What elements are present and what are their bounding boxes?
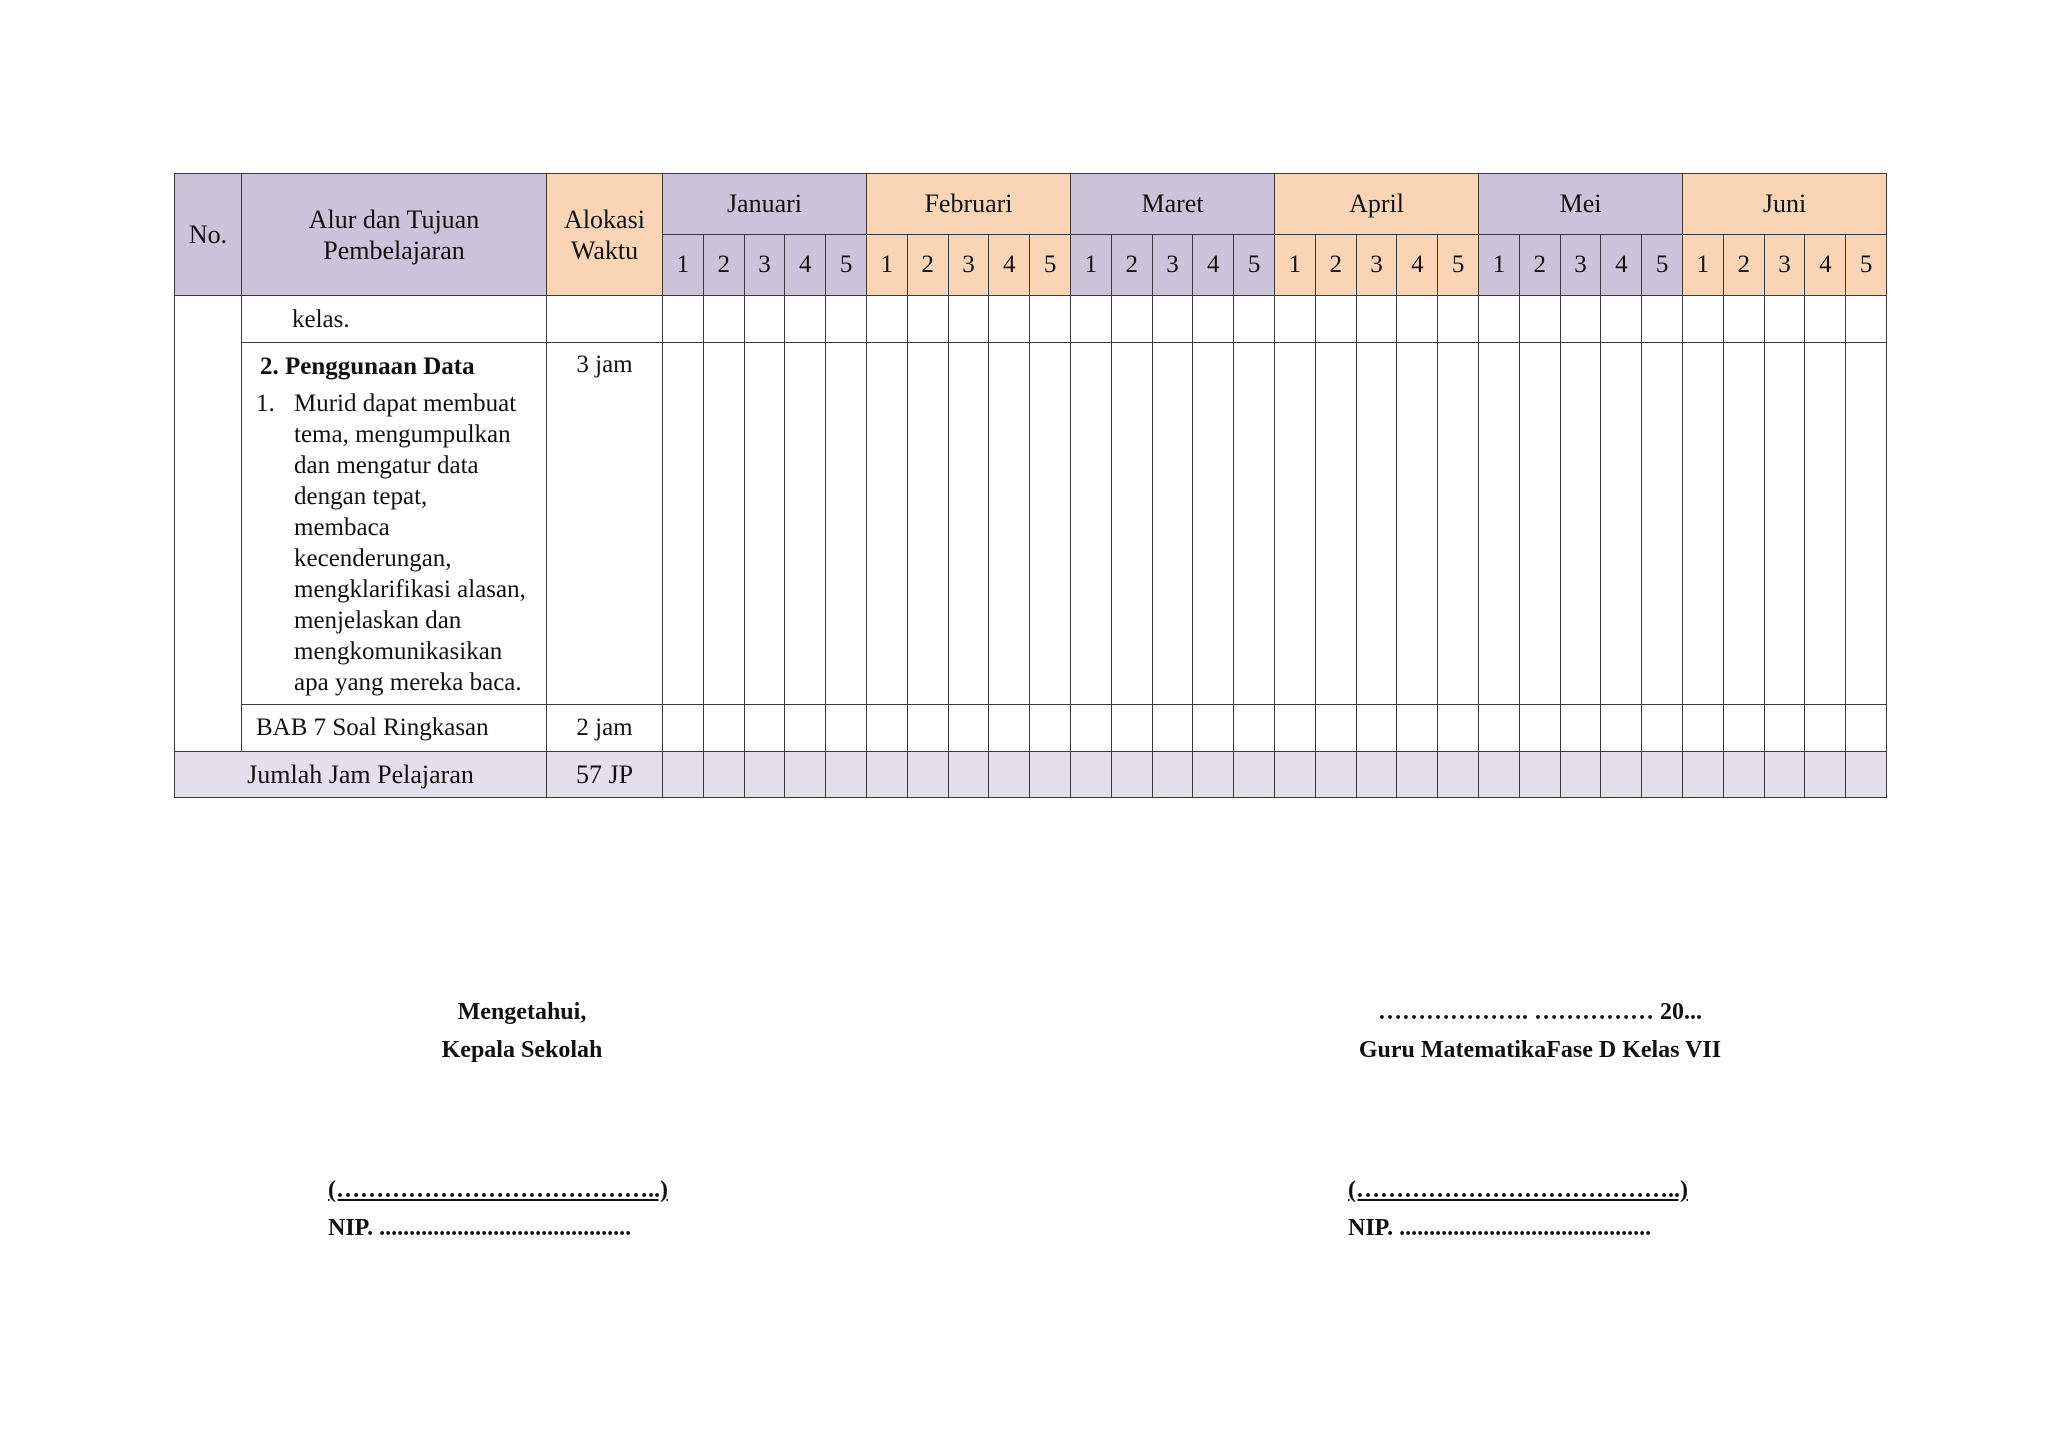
schedule-cell: [1723, 296, 1764, 343]
schedule-cell: [1193, 343, 1234, 705]
month-maret: Maret: [1071, 174, 1275, 235]
schedule-cell: [989, 343, 1030, 705]
week-header-mei-3: 3: [1560, 235, 1601, 296]
week-header-april-3: 3: [1356, 235, 1397, 296]
schedule-cell: [1438, 705, 1479, 752]
week-header-januari-5: 5: [826, 235, 867, 296]
alloc-cell-empty: [547, 296, 663, 343]
schedule-cell: [1315, 296, 1356, 343]
schedule-cell: [1560, 296, 1601, 343]
week-header-maret-2: 2: [1111, 235, 1152, 296]
list-item: [256, 388, 528, 698]
schedule-cell: [703, 343, 744, 705]
total-label: Jumlah Jam Pelajaran: [175, 752, 547, 798]
header-alokasi: Alokasi Waktu: [547, 174, 663, 296]
schedule-cell: [826, 752, 867, 798]
schedule-cell: [1479, 705, 1520, 752]
schedule-cell: [1356, 296, 1397, 343]
week-header-juni-5: 5: [1846, 235, 1887, 296]
schedule-cell: [1152, 752, 1193, 798]
week-header-juni-3: 3: [1764, 235, 1805, 296]
schedule-cell: [907, 296, 948, 343]
section-title: 2. Penggunaan Data: [260, 353, 475, 380]
schedule-cell: [826, 296, 867, 343]
week-header-mei-1: 1: [1479, 235, 1520, 296]
schedule-cell: [1315, 343, 1356, 705]
schedule-cell: [1560, 343, 1601, 705]
schedule-cell: [785, 343, 826, 705]
schedule-cell: [744, 705, 785, 752]
month-mei: Mei: [1479, 174, 1683, 235]
schedule-cell: [1030, 705, 1071, 752]
left-line2: Kepala Sekolah: [441, 1037, 603, 1063]
schedule-cell: [907, 343, 948, 705]
week-header-januari-1: 1: [663, 235, 704, 296]
schedule-cell: [1723, 752, 1764, 798]
week-header-februari-4: 4: [989, 235, 1030, 296]
schedule-cell: [703, 296, 744, 343]
schedule-cell: [1356, 343, 1397, 705]
schedule-cell: [1560, 705, 1601, 752]
left-line1: Mengetahui,: [457, 999, 587, 1025]
week-header-april-2: 2: [1315, 235, 1356, 296]
schedule-cell: [1234, 296, 1275, 343]
schedule-cell: [948, 705, 989, 752]
schedule-cell: [785, 752, 826, 798]
schedule-cell: [1111, 296, 1152, 343]
schedule-cell: [1234, 752, 1275, 798]
schedule-cell: [1275, 752, 1316, 798]
schedule-cell: [1683, 705, 1724, 752]
schedule-cell: [1397, 343, 1438, 705]
schedule-cell: [1030, 343, 1071, 705]
week-header-mei-5: 5: [1642, 235, 1683, 296]
week-header-januari-3: 3: [744, 235, 785, 296]
schedule-cell: [989, 705, 1030, 752]
schedule-cell: [866, 296, 907, 343]
total-row: [175, 752, 1887, 798]
schedule-cell: [1152, 296, 1193, 343]
left-nip: NIP. ..........................................: [328, 1215, 632, 1241]
right-name-line: (…………………………………..): [1348, 1177, 1688, 1203]
schedule-cell: [1642, 296, 1683, 343]
week-header-april-1: 1: [1275, 235, 1316, 296]
schedule-cell: [744, 343, 785, 705]
week-header-februari-2: 2: [907, 235, 948, 296]
schedule-cell: [1723, 343, 1764, 705]
bab-alloc: 2 jam: [547, 705, 663, 752]
schedule-cell: [1642, 752, 1683, 798]
schedule-cell: [1152, 705, 1193, 752]
schedule-cell: [1683, 296, 1724, 343]
header-alur: Alur dan Tujuan Pembelajaran: [242, 174, 547, 296]
schedule-cell: [1846, 343, 1887, 705]
schedule-cell: [948, 752, 989, 798]
schedule-cell: [948, 343, 989, 705]
schedule-cell: [866, 343, 907, 705]
schedule-cell: [1315, 752, 1356, 798]
schedule-cell: [663, 752, 704, 798]
week-header-februari-1: 1: [866, 235, 907, 296]
schedule-cell: [1071, 343, 1112, 705]
schedule-cell: [1519, 705, 1560, 752]
schedule-cell: [1071, 705, 1112, 752]
schedule-cell: [1601, 752, 1642, 798]
table-row: [175, 705, 1887, 752]
schedule-cell: [1683, 343, 1724, 705]
schedule-cell: [1642, 705, 1683, 752]
list-text: Murid dapat membuat tema, mengumpulkan dan mengatur data dengan tepat, membaca kecenderungan, mengklarifikasi alasan, menjelaskan dan mengkomunikasikan apa yang mereka baca.: [294, 390, 526, 696]
schedule-cell: [1397, 752, 1438, 798]
schedule-cell: [1805, 705, 1846, 752]
schedule-cell: [744, 296, 785, 343]
schedule-cell: [1438, 343, 1479, 705]
schedule-cell: [1479, 343, 1520, 705]
signature-left-heading: [322, 993, 722, 1069]
schedule-cell: [1275, 296, 1316, 343]
schedule-cell: [1397, 296, 1438, 343]
right-line1: ………………. …………… 20...: [1378, 999, 1702, 1025]
schedule-cell: [1601, 705, 1642, 752]
schedule-cell: [663, 705, 704, 752]
schedule-cell: [1805, 343, 1846, 705]
schedule-cell: [1071, 752, 1112, 798]
schedule-cell: [1764, 705, 1805, 752]
schedule-cell: [1234, 705, 1275, 752]
schedule-cell: [1193, 752, 1234, 798]
schedule-cell: [744, 752, 785, 798]
schedule-cell: [1356, 752, 1397, 798]
schedule-cell: [866, 752, 907, 798]
schedule-cell: [1193, 296, 1234, 343]
right-nip: NIP. ..........................................: [1348, 1215, 1652, 1241]
continuation-text: kelas.: [242, 296, 547, 343]
schedule-cell: [989, 296, 1030, 343]
week-header-maret-3: 3: [1152, 235, 1193, 296]
schedule-cell: [785, 296, 826, 343]
week-header-april-5: 5: [1438, 235, 1479, 296]
schedule-cell: [1642, 343, 1683, 705]
schedule-cell: [1805, 752, 1846, 798]
schedule-cell: [1764, 343, 1805, 705]
schedule-cell: [1275, 343, 1316, 705]
week-header-februari-5: 5: [1030, 235, 1071, 296]
week-header-februari-3: 3: [948, 235, 989, 296]
list-number: 1.: [256, 390, 275, 417]
left-name-line: (…………………………………..): [328, 1177, 668, 1203]
schedule-cell: [1030, 296, 1071, 343]
schedule-cell: [826, 343, 867, 705]
schedule-cell: [1479, 752, 1520, 798]
signature-right-name: [1348, 1171, 1688, 1247]
schedule-cell: [1315, 705, 1356, 752]
month-header-row: [175, 174, 1887, 235]
week-header-maret-1: 1: [1071, 235, 1112, 296]
signature-left-name: [328, 1171, 668, 1247]
schedule-cell: [1805, 296, 1846, 343]
schedule-cell: [1764, 296, 1805, 343]
schedule-cell: [663, 343, 704, 705]
month-februari: Februari: [866, 174, 1070, 235]
schedule-cell: [703, 705, 744, 752]
schedule-cell: [1356, 705, 1397, 752]
schedule-cell: [1846, 752, 1887, 798]
total-value: 57 JP: [547, 752, 663, 798]
schedule-cell: [1111, 752, 1152, 798]
schedule-cell: [1193, 705, 1234, 752]
table-row: [175, 296, 1887, 343]
week-header-maret-4: 4: [1193, 235, 1234, 296]
section-cell: [242, 343, 547, 705]
schedule-cell: [1071, 296, 1112, 343]
schedule-cell: [826, 705, 867, 752]
schedule-cell: [1723, 705, 1764, 752]
schedule-cell: [1846, 296, 1887, 343]
schedule-cell: [907, 752, 948, 798]
schedule-cell: [866, 705, 907, 752]
week-header-januari-2: 2: [703, 235, 744, 296]
bab-title: BAB 7 Soal Ringkasan: [242, 705, 547, 752]
week-header-april-4: 4: [1397, 235, 1438, 296]
schedule-cell: [663, 296, 704, 343]
schedule-cell: [1764, 752, 1805, 798]
schedule-cell: [785, 705, 826, 752]
schedule-cell: [1846, 705, 1887, 752]
month-juni: Juni: [1683, 174, 1887, 235]
section-alloc: 3 jam: [547, 343, 663, 705]
schedule-cell: [907, 705, 948, 752]
month-januari: Januari: [663, 174, 867, 235]
schedule-cell: [1152, 343, 1193, 705]
schedule-cell: [1234, 343, 1275, 705]
schedule-cell: [703, 752, 744, 798]
schedule-cell: [1111, 705, 1152, 752]
schedule-cell: [1438, 752, 1479, 798]
schedule-cell: [1438, 296, 1479, 343]
right-line2: Guru MatematikaFase D Kelas VII: [1358, 1037, 1722, 1063]
week-header-januari-4: 4: [785, 235, 826, 296]
schedule-cell: [989, 752, 1030, 798]
week-header-juni-1: 1: [1683, 235, 1724, 296]
schedule-cell: [1275, 705, 1316, 752]
schedule-cell: [1683, 752, 1724, 798]
schedule-cell: [1397, 705, 1438, 752]
week-header-mei-4: 4: [1601, 235, 1642, 296]
schedule-cell: [1601, 343, 1642, 705]
week-header-juni-2: 2: [1723, 235, 1764, 296]
schedule-cell: [1030, 752, 1071, 798]
week-header-juni-4: 4: [1805, 235, 1846, 296]
schedule-cell: [1519, 343, 1560, 705]
schedule-cell: [1519, 752, 1560, 798]
schedule-cell: [1519, 296, 1560, 343]
header-no: No.: [175, 174, 242, 296]
week-header-mei-2: 2: [1519, 235, 1560, 296]
signature-right-heading: [1300, 993, 1780, 1069]
month-april: April: [1275, 174, 1479, 235]
no-cell: [175, 296, 242, 752]
week-header-maret-5: 5: [1234, 235, 1275, 296]
schedule-cell: [1601, 296, 1642, 343]
schedule-cell: [1111, 343, 1152, 705]
schedule-cell: [948, 296, 989, 343]
schedule-table: [174, 173, 1887, 798]
schedule-cell: [1560, 752, 1601, 798]
table-row: [175, 343, 1887, 705]
schedule-cell: [1479, 296, 1520, 343]
